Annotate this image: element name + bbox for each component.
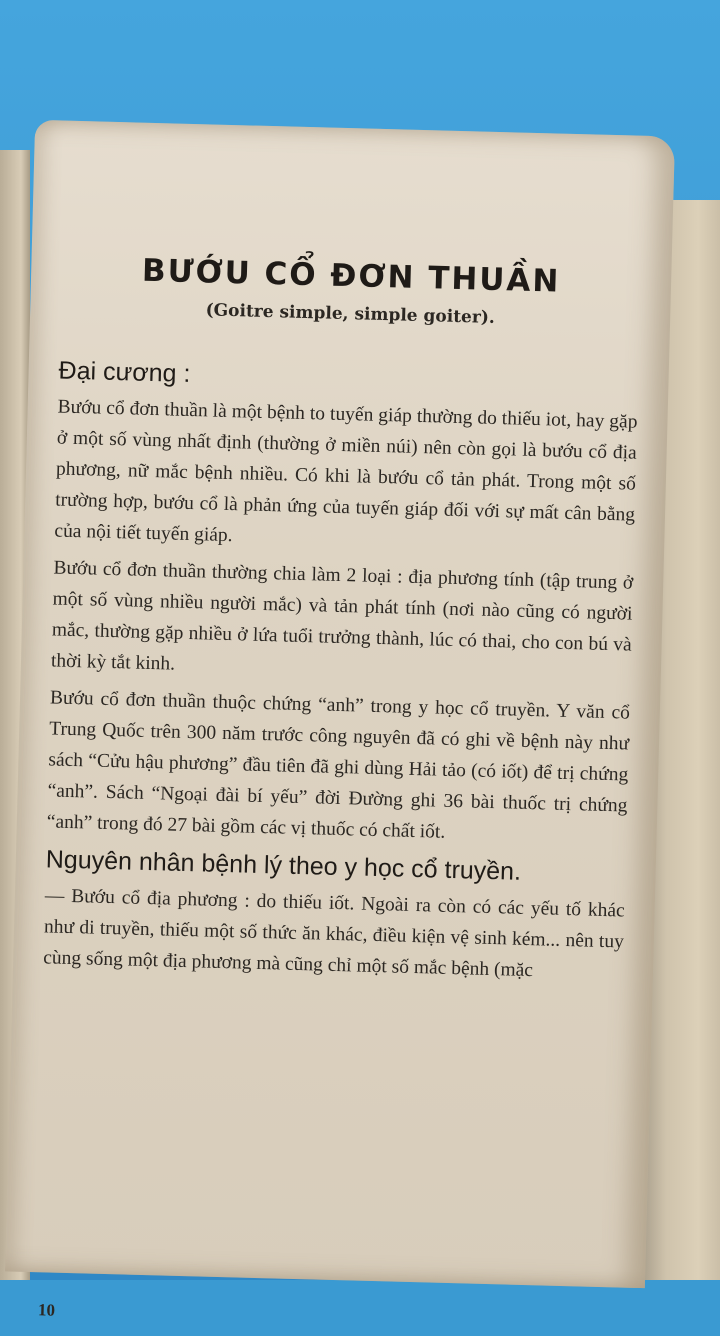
- paragraph-2: Bướu cổ đơn thuần thường chia làm 2 loại : địa phương tính (tập trung ở một số vùng nhiều người mắc) và tản phát tính (nơi nào cũng có người mắc, thường gặp nhiều ở lứa tuổi trưởng thành, lúc có thai, cho con bú và thời kỳ tắt kinh.: [50, 557, 634, 675]
- page-content: [43, 251, 642, 995]
- paragraph-1: Bướu cổ đơn thuần là một bệnh to tuyến giáp thường do thiếu iot, hay gặp ở một số vùng nhất định (thường ở miền núi) nên còn gọi là bướu cổ địa phương, nữ mắc bệnh nhiều. Có khi là bướu cổ tản phát. Trong một số trường hợp, bướu cổ là phản ứng của tuyến giáp đối với sự mất cân bằng của nội tiết tuyến giáp.: [54, 396, 638, 547]
- section-heading-overview: Đại cương :: [58, 356, 191, 388]
- book-page: [5, 120, 675, 1320]
- section-heading-causes: Nguyên nhân bệnh lý theo y học cổ truyền.: [45, 845, 522, 886]
- chapter-title: BƯỚU CỔ ĐƠN THUẦN: [141, 252, 561, 300]
- page-number: 10: [37, 1300, 56, 1320]
- paragraph-3: Bướu cổ đơn thuần thuộc chứng “anh” trong y học cổ truyền. Y văn cổ Trung Quốc trên 300 năm trước công nguyên đã có ghi về bệnh này như sách “Cửu hậu phương” đầu tiên đã ghi dùng Hải tảo (có iốt) để trị chứng “anh”. Sách “Ngoại đài bí yếu” đời Đường ghi 36 bài thuốc trị chứng “anh” trong đó 27 bài gồm các vị thuốc có chất iốt.: [46, 687, 631, 843]
- chapter-subtitle: (Goitre simple, simple goiter).: [205, 300, 496, 328]
- paragraph-causes: — Bướu cổ địa phương : do thiếu iốt. Ngoài ra còn có các yếu tố khác như di truyền, thiếu một số thức ăn khác, điều kiện vệ sinh kém... nên tuy cùng sống một địa phương mà cũng chỉ một số mắc bệnh (mặc: [42, 885, 625, 982]
